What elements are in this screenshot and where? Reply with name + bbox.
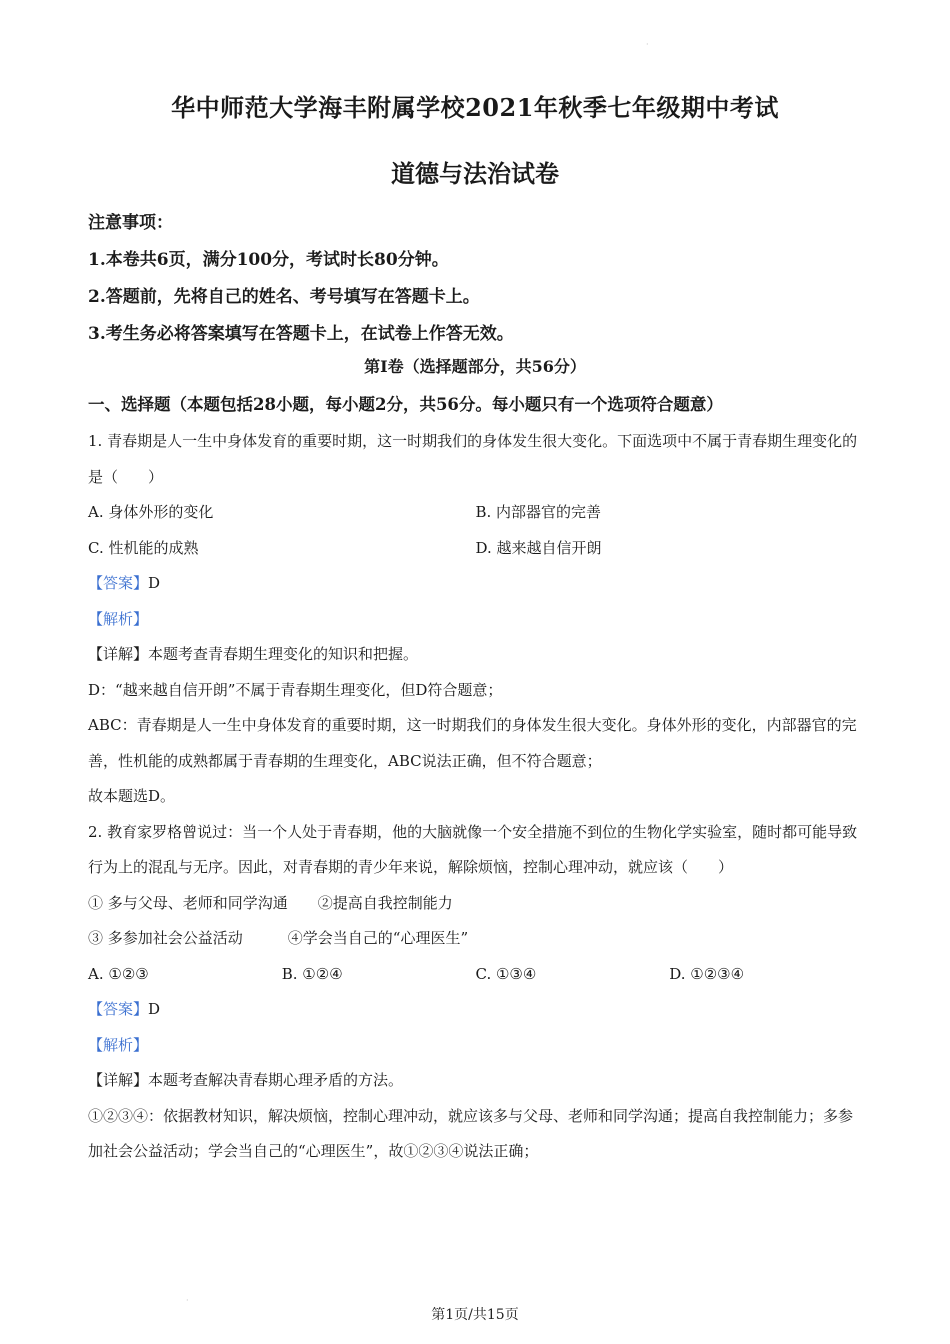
question-1-detail [88, 637, 863, 673]
exam-subtitle: 道德与法治试卷 [391, 159, 559, 188]
detail-text: 本题考查解决青春期心理矛盾的方法。 [148, 1071, 404, 1089]
detail-label: 【详解】 [88, 645, 149, 663]
option-c: C. ①③④ [475, 964, 537, 983]
statement-line: ① 多与父母、老师和同学沟通 ②提高自我控制能力 [88, 893, 453, 912]
notice-heading: 注意事项： [88, 213, 173, 233]
analysis-line: ①②③④：依据教材知识，解决烦恼，控制心理冲动，就应该多与父母、老师和同学沟通；提高自我控制能力；多参加社会公益活动；学会当自己的“心理医生”，故①②③④说法正确； [88, 1106, 854, 1160]
questions [88, 424, 863, 1170]
question-2-stem: 2. 教育家罗格曾说过：当一个人处于青春期，他的大脑就像一个安全措施不到位的生物化学实验室，随时都可能导致行为上的混乱与无序。因此，对青春期的青少年来说，解除烦恼，控制心理冲动，就应该（ ） [88, 822, 858, 876]
part-title: 第Ⅰ卷（选择题部分，共56分） [364, 357, 586, 376]
notice-item: 1.本卷共6页，满分100分，考试时长80分钟。 [88, 250, 449, 270]
question-1-options-row [88, 495, 863, 531]
option-d: D. 越来越自信开朗 [475, 538, 602, 557]
analysis-label: 【解析】 [88, 609, 149, 628]
question-1-stem: 1. 青春期是人一生中身体发育的重要时期，这一时期我们的身体发生很大变化。下面选项中不属于青春期生理变化的是（ ） [88, 432, 858, 486]
answer-value: D [148, 574, 161, 592]
answer-value: D [148, 1000, 161, 1018]
section-title: 一、选择题（本题包括28小题，每小题2分，共56分。每小题只有一个选项符合题意） [88, 395, 723, 414]
question-2-analysis [88, 1028, 863, 1064]
notice-block [88, 208, 868, 356]
option-b: B. 内部器官的完善 [475, 503, 602, 521]
analysis-label: 【解析】 [88, 1035, 149, 1054]
detail-text: 本题考查青春期生理变化的知识和把握。 [148, 645, 419, 663]
answer-label: 【答案】 [88, 574, 149, 592]
notice-item: 3.考生务必将答案填写在答题卡上，在试卷上作答无效。 [88, 324, 514, 344]
option-a: A. 身体外形的变化 [88, 503, 214, 521]
statement-line: ③ 多参加社会公益活动 ④学会当自己的“心理医生” [88, 929, 469, 947]
analysis-line: ABC：青春期是人一生中身体发育的重要时期，这一时期我们的身体发生很大变化。身体外形的变化，内部器官的完善，性机能的成熟都属于青春期的生理变化，ABC说法正确，但不符合题意； [88, 716, 857, 770]
analysis-line: D：“越来越自信开朗”不属于青春期生理变化，但D符合题意； [88, 680, 503, 699]
corner-mark: · [186, 1296, 189, 1305]
question-1-answer [88, 566, 863, 602]
question-2-detail [88, 1063, 863, 1099]
analysis-line: 故本题选D。 [88, 787, 176, 805]
corner-mark: · [646, 40, 649, 49]
question-1-options-row [88, 531, 863, 567]
option-a: A. ①②③ [88, 964, 149, 983]
detail-label: 【详解】 [88, 1071, 149, 1089]
question-1-analysis [88, 602, 863, 638]
page-footer: 第1页/共15页 [431, 1307, 519, 1323]
notice-item: 2.答题前，先将自己的姓名、考号填写在答题卡上。 [88, 287, 480, 307]
option-b: B. ①②④ [281, 964, 343, 983]
answer-label: 【答案】 [88, 1000, 149, 1018]
option-c: C. 性机能的成熟 [88, 538, 199, 557]
question-2-answer [88, 992, 863, 1028]
option-d: D. ①②③④ [669, 964, 745, 983]
question-2-options-row [88, 957, 863, 993]
exam-title: 华中师范大学海丰附属学校2021年秋季七年级期中考试 [171, 93, 779, 122]
